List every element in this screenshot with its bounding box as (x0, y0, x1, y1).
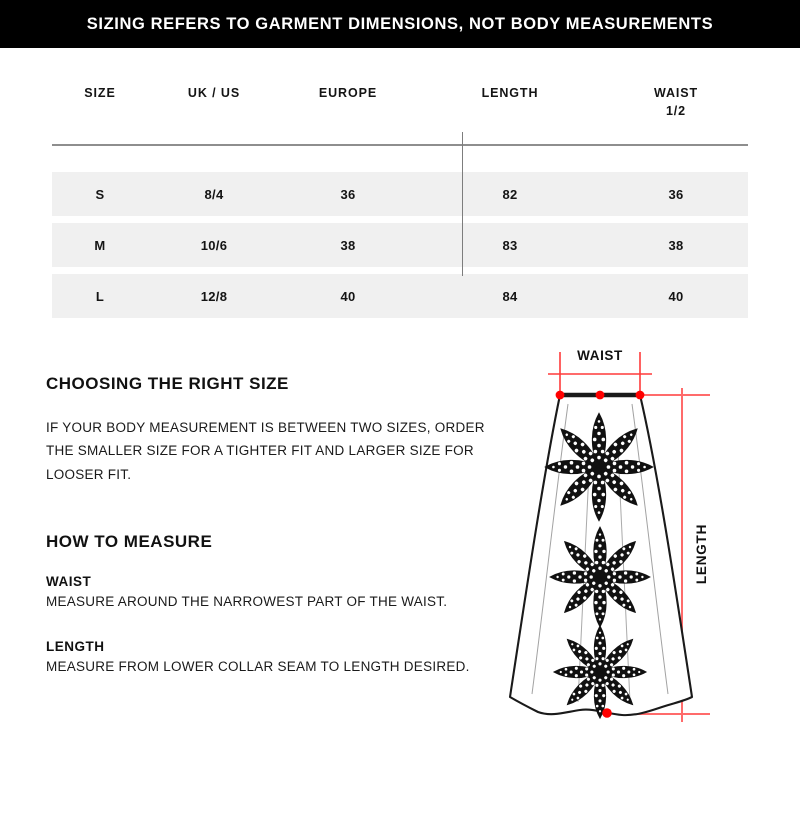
floral-motif-top (546, 414, 653, 521)
cell-uk-us: 8/4 (148, 172, 280, 216)
banner-title: SIZING REFERS TO GARMENT DIMENSIONS, NOT BODY MEASUREMENTS (86, 14, 714, 33)
cell-length: 82 (416, 172, 604, 216)
header-rule-row (52, 126, 748, 146)
cell-waist-half: 36 (604, 172, 748, 216)
cell-size: L (52, 274, 148, 318)
cell-europe: 40 (280, 274, 416, 318)
column-header-waist-line2: 1/2 (665, 104, 687, 119)
table-vertical-divider (462, 132, 463, 276)
guidance-text-column (46, 370, 486, 704)
length-dimension-label: LENGTH (694, 524, 709, 585)
column-header-europe: EUROPE (318, 86, 378, 100)
garment-illustration (470, 342, 800, 762)
row-gap (52, 267, 748, 274)
waist-point-right (636, 391, 645, 400)
waist-point-left (556, 391, 565, 400)
header-rule-cell (52, 126, 748, 146)
cell-length: 84 (416, 274, 604, 318)
measure-body-waist: MEASURE AROUND THE NARROWEST PART OF THE WAIST. (46, 593, 448, 609)
waist-dimension-label: WAIST (577, 348, 623, 364)
cell-waist-half: 40 (604, 274, 748, 318)
column-header-waist-half (604, 84, 748, 126)
cell-length: 83 (416, 223, 604, 267)
column-header-length: LENGTH (481, 86, 539, 100)
cell-europe: 38 (280, 223, 416, 267)
cell-waist-half: 38 (604, 223, 748, 267)
measure-body-length: MEASURE FROM LOWER COLLAR SEAM TO LENGTH DESIRED. (46, 659, 470, 675)
column-header-uk-us: UK / US (187, 86, 241, 100)
measure-label-waist: WAIST (46, 573, 92, 589)
cell-size: S (52, 172, 148, 216)
table-row (52, 223, 748, 267)
hem-point (602, 708, 612, 718)
floral-motif-middle (550, 528, 649, 627)
cell-size: M (52, 223, 148, 267)
choosing-size-body: IF YOUR BODY MEASUREMENT IS BETWEEN TWO SIZES, ORDER THE SMALLER SIZE FOR A TIGHTER FIT AND LARGER SIZE FOR LOOSER FIT. (46, 420, 485, 482)
choosing-size-title: CHOOSING THE RIGHT SIZE (46, 374, 289, 394)
cell-europe: 36 (280, 172, 416, 216)
cell-uk-us: 10/6 (148, 223, 280, 267)
header-spacer-row (52, 146, 748, 172)
table-header-row (52, 84, 748, 126)
measure-item-length (46, 639, 486, 678)
cell-uk-us: 12/8 (148, 274, 280, 318)
guidance-section (0, 348, 800, 704)
column-header-waist-line1: WAIST (653, 86, 699, 100)
table-row (52, 172, 748, 216)
measure-item-waist (46, 574, 486, 613)
measure-label-length: LENGTH (46, 639, 105, 655)
how-to-measure-title: HOW TO MEASURE (46, 531, 213, 551)
column-header-size: SIZE (84, 86, 116, 100)
size-table-section (0, 84, 800, 318)
waist-point-center (596, 391, 605, 400)
table-row (52, 274, 748, 318)
size-chart-table (52, 84, 748, 318)
floral-motif-bottom (554, 626, 646, 718)
row-gap (52, 216, 748, 223)
sizing-banner (0, 0, 800, 48)
